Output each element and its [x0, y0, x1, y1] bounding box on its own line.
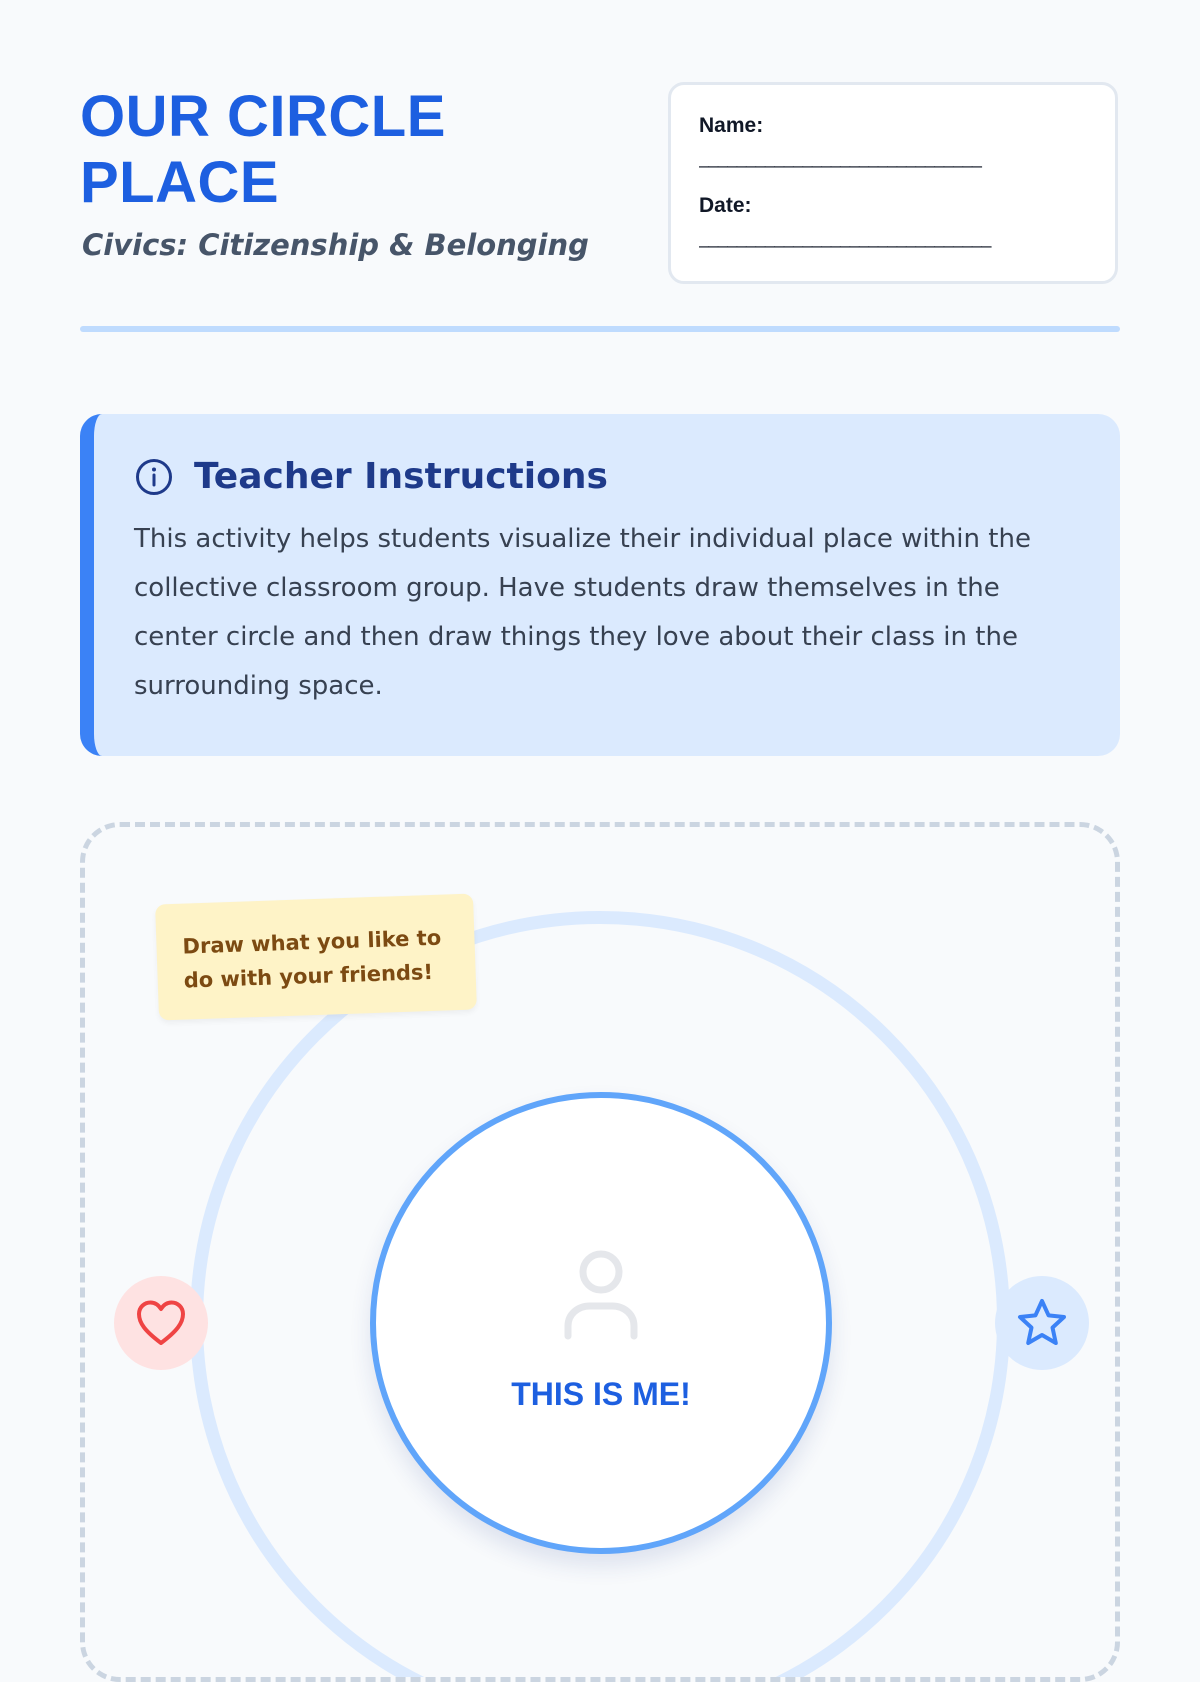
teacher-instructions-panel	[80, 414, 1120, 756]
title-line-1: OUR CIRCLE	[80, 84, 446, 149]
instructions-body: This activity helps students visualize their individual place within the collective classroom group. Have students draw themselves in the center circle and then draw things they love about their class in the surrounding space.	[134, 524, 1031, 701]
date-label: Date:	[699, 194, 752, 217]
instructions-title: Teacher Instructions	[194, 456, 608, 497]
title-line-2: PLACE	[80, 150, 280, 215]
center-label: THIS IS ME!	[511, 1376, 691, 1412]
person-icon	[558, 1248, 644, 1344]
info-icon	[134, 457, 174, 497]
instructions-header	[134, 456, 1080, 497]
heart-icon	[135, 1299, 187, 1347]
header-divider	[80, 326, 1120, 332]
center-circle[interactable]	[370, 1092, 832, 1554]
star-badge	[995, 1276, 1089, 1370]
name-label: Name:	[699, 114, 764, 137]
star-icon	[1016, 1298, 1068, 1348]
worksheet-title	[80, 84, 600, 216]
drawing-area[interactable]	[80, 822, 1120, 1682]
worksheet-subtitle: Civics: Citizenship & Belonging	[82, 228, 589, 262]
date-line[interactable]: _______________________________	[699, 228, 991, 248]
name-date-box	[668, 82, 1118, 284]
sticky-note: Draw what you like to do with your friends!	[155, 893, 477, 1020]
name-line[interactable]: ______________________________	[699, 148, 982, 168]
heart-badge	[114, 1276, 208, 1370]
